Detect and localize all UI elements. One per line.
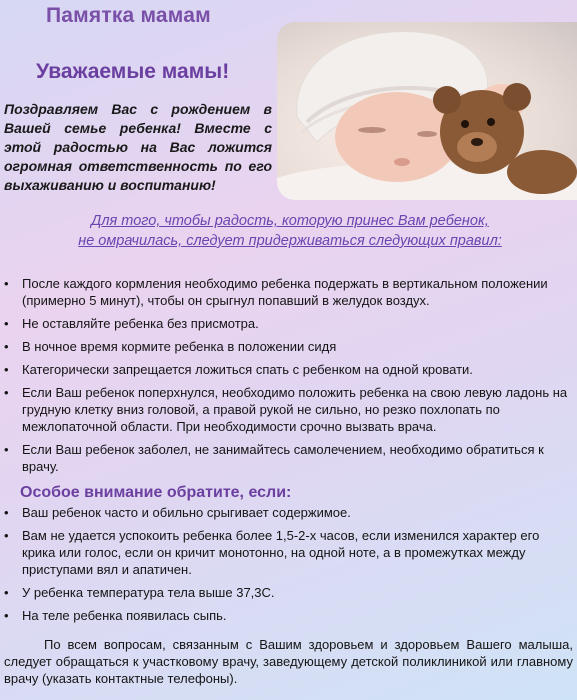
bullet: • bbox=[4, 362, 9, 377]
bullet: • bbox=[4, 505, 9, 520]
list-item-text: На теле ребенка появилась сыпь. bbox=[22, 608, 227, 623]
list-item-text: Категорически запрещается ложиться спать с ребенком на одной кровати. bbox=[22, 362, 473, 377]
bullet: • bbox=[4, 339, 9, 354]
bullet: • bbox=[4, 385, 9, 400]
bullet: • bbox=[4, 608, 9, 623]
baby-photo bbox=[277, 22, 577, 200]
bullet: • bbox=[4, 276, 9, 291]
rules-intro bbox=[20, 211, 560, 251]
list-item bbox=[2, 584, 573, 601]
sleeping-baby-with-teddy-bear-image bbox=[277, 22, 577, 200]
list-item-text: Если Ваш ребенок поперхнулся, необходимо положить ребенка на свою левую ладонь на грудную клетку вниз головой, а правой рукой не сильно, но резко похлопать по межлопаточной области. При необходимости срочно вызвать врача. bbox=[22, 385, 568, 434]
rules-list bbox=[2, 275, 573, 481]
intro-paragraph: Поздравляем Вас с рождением в Вашей семье ребенка! Вместе с этой радостью на Вас ложится огромная ответственность по его выхаживанию и воспитанию! bbox=[4, 101, 272, 193]
list-item-text: Вам не удается успокоить ребенка более 1,5-2-х часов, если изменился характер его крика или голос, если он кричит монотонно, на одной ноте, а в промежутках между приступами вял и апатичен. bbox=[22, 528, 540, 577]
list-item bbox=[2, 384, 573, 435]
list-item-text: В ночное время кормите ребенка в положении сидя bbox=[22, 339, 337, 354]
list-item bbox=[2, 441, 573, 475]
list-item-text: После каждого кормления необходимо ребенка подержать в вертикальном положении (примерно 5 минут), чтобы он срыгнул попавший в желудок воздух. bbox=[22, 276, 548, 308]
list-item bbox=[2, 504, 573, 521]
bullet: • bbox=[4, 585, 9, 600]
list-item bbox=[2, 275, 573, 309]
bullet: • bbox=[4, 442, 9, 457]
bullet: • bbox=[4, 528, 9, 543]
list-item-text: У ребенка температура тела выше 37,3С. bbox=[22, 585, 275, 600]
rules-intro-line-2: не омрачилась, следует придерживаться следующих правил: bbox=[78, 233, 502, 249]
page-title: Памятка мамам bbox=[46, 4, 211, 27]
greeting-heading: Уважаемые мамы! bbox=[36, 60, 230, 83]
list-item bbox=[2, 527, 573, 578]
attention-heading: Особое внимание обратите, если: bbox=[20, 484, 292, 501]
footer-paragraph: По всем вопросам, связанным с Вашим здоровьем и здоровьем Вашего малыша, следует обращаться к участковому врачу, заведующему детской поликлиникой или главному врачу (указать контактные телефоны). bbox=[4, 637, 573, 686]
list-item-text: Не оставляйте ребенка без присмотра. bbox=[22, 316, 259, 331]
list-item-text: Ваш ребенок часто и обильно срыгивает содержимое. bbox=[22, 505, 351, 520]
list-item bbox=[2, 315, 573, 332]
list-item bbox=[2, 607, 573, 624]
list-item bbox=[2, 361, 573, 378]
bullet: • bbox=[4, 316, 9, 331]
list-item bbox=[2, 338, 573, 355]
list-item-text: Если Ваш ребенок заболел, не занимайтесь самолечением, необходимо обратиться к врачу. bbox=[22, 442, 544, 474]
rules-intro-line-1: Для того, чтобы радость, которую принес Вам ребенок, bbox=[91, 213, 489, 229]
attention-list bbox=[2, 504, 573, 630]
